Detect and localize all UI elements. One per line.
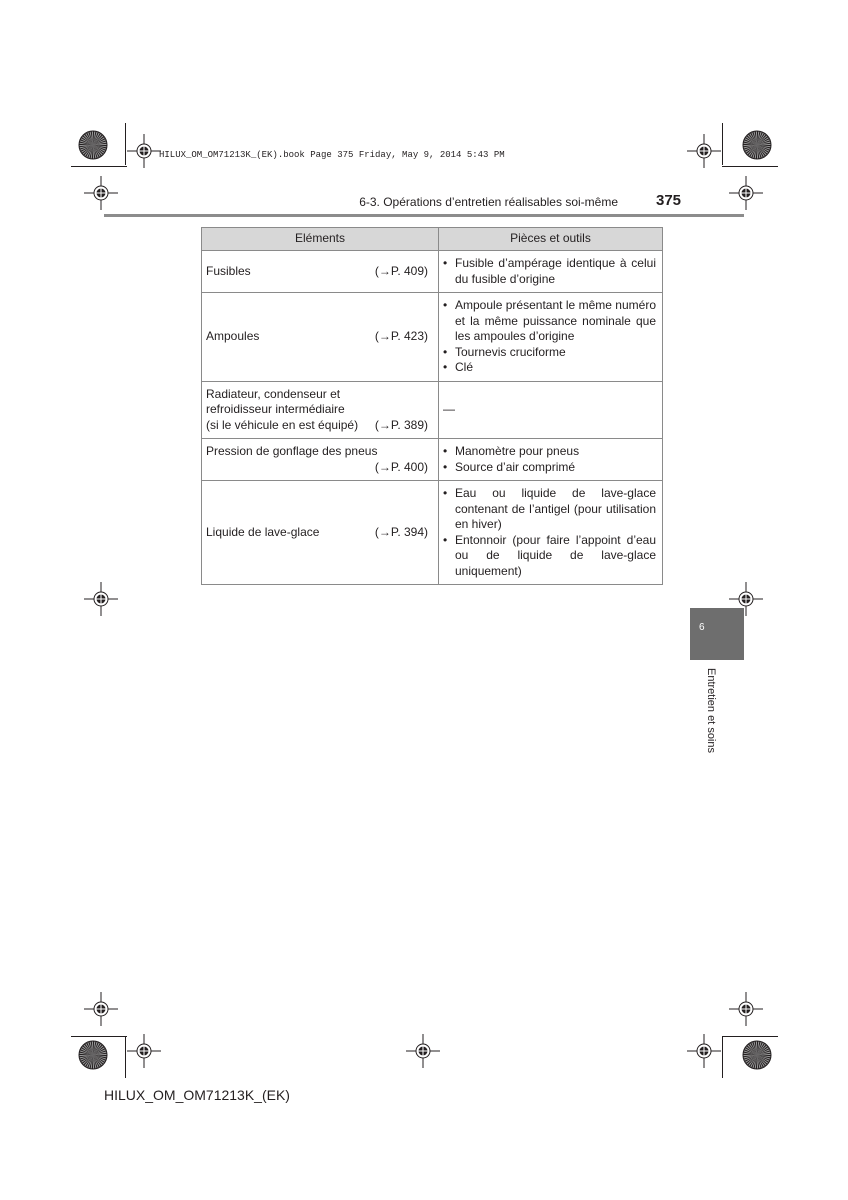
table-row [202,439,663,481]
page-number: 375 [656,192,682,209]
part-item: • Manomètre pour pneus [443,444,656,460]
parts-cell [439,293,663,382]
part-item: • Ampoule présentant le même numéro et la même puissance nominale que les ampoules d’origine [443,298,656,345]
parts-cell-empty: — [439,381,663,439]
page-reference[interactable]: (→P. 394) [374,524,428,539]
footer-code: HILUX_OM_OM71213K_(EK) [104,1087,290,1103]
star-target-icon [78,130,108,160]
registration-mark-icon [687,134,721,168]
header-parts-tools: Pièces et outils [439,228,663,251]
table-row [202,251,663,293]
print-header: HILUX_OM_OM71213K_(EK).book Page 375 Friday, May 9, 2014 5:43 PM [159,150,505,160]
trim-line [722,1036,723,1078]
table-row [202,481,663,585]
element-name: Pression de gonflage des pneus [206,444,378,458]
page-reference[interactable]: (→P. 423) [374,329,428,343]
header-rule [104,214,744,217]
element-name: Fusibles [206,263,251,278]
chapter-label: Entretien et soins [705,668,717,753]
element-name-line: refroidisseur intermédiaire [206,402,345,416]
page-reference[interactable]: (→P. 400) [374,459,428,474]
registration-mark-icon [84,582,118,616]
registration-mark-icon [687,1034,721,1068]
table-row [202,381,663,439]
page-reference[interactable]: (→P. 409) [374,263,428,278]
part-item: • Eau ou liquide de lave-glace contenant de l’antigel (pour utilisation en hiver) [443,486,656,533]
trim-line [125,1036,126,1078]
items-table [201,227,663,585]
registration-mark-icon [127,134,161,168]
table-row [202,293,663,382]
trim-line [125,123,126,165]
element-name: Ampoules [206,329,260,343]
part-item: • Source d’air comprimé [443,460,656,476]
element-cell [202,439,439,481]
part-item: • Clé [443,360,656,376]
registration-mark-icon [84,992,118,1026]
element-name-line: (si le véhicule en est équipé) [206,417,359,432]
trim-line [722,123,723,165]
registration-mark-icon [406,1034,440,1068]
element-name-line: Radiateur, condenseur et [206,386,341,401]
element-cell [202,481,439,585]
trim-line [722,1036,778,1037]
parts-cell [439,481,663,585]
trim-line [71,1036,127,1037]
trim-line [71,166,127,167]
table-header-row [202,228,663,251]
registration-mark-icon [729,992,763,1026]
trim-line [722,166,778,167]
element-name: Liquide de lave-glace [206,524,320,539]
element-cell [202,293,439,382]
element-cell [202,381,439,439]
part-item: • Entonnoir (pour faire l’appoint d’eau ou de liquide de lave-glace uniquement) [443,533,656,580]
registration-mark-icon [84,176,118,210]
star-target-icon [78,1040,108,1070]
page-reference[interactable]: (→P. 389) [374,417,428,432]
header-elements: Eléments [202,228,439,251]
section-title: 6-3. Opérations d’entretien réalisables soi-même [359,195,618,209]
star-target-icon [742,130,772,160]
parts-cell [439,439,663,481]
chapter-number: 6 [699,622,705,633]
star-target-icon [742,1040,772,1070]
registration-mark-icon [729,176,763,210]
parts-cell [439,251,663,293]
registration-mark-icon [127,1034,161,1068]
element-cell [202,251,439,293]
part-item: • Fusible d’ampérage identique à celui du fusible d’origine [443,256,656,287]
part-item: • Tournevis cruciforme [443,345,656,361]
registration-mark-icon [729,582,763,616]
